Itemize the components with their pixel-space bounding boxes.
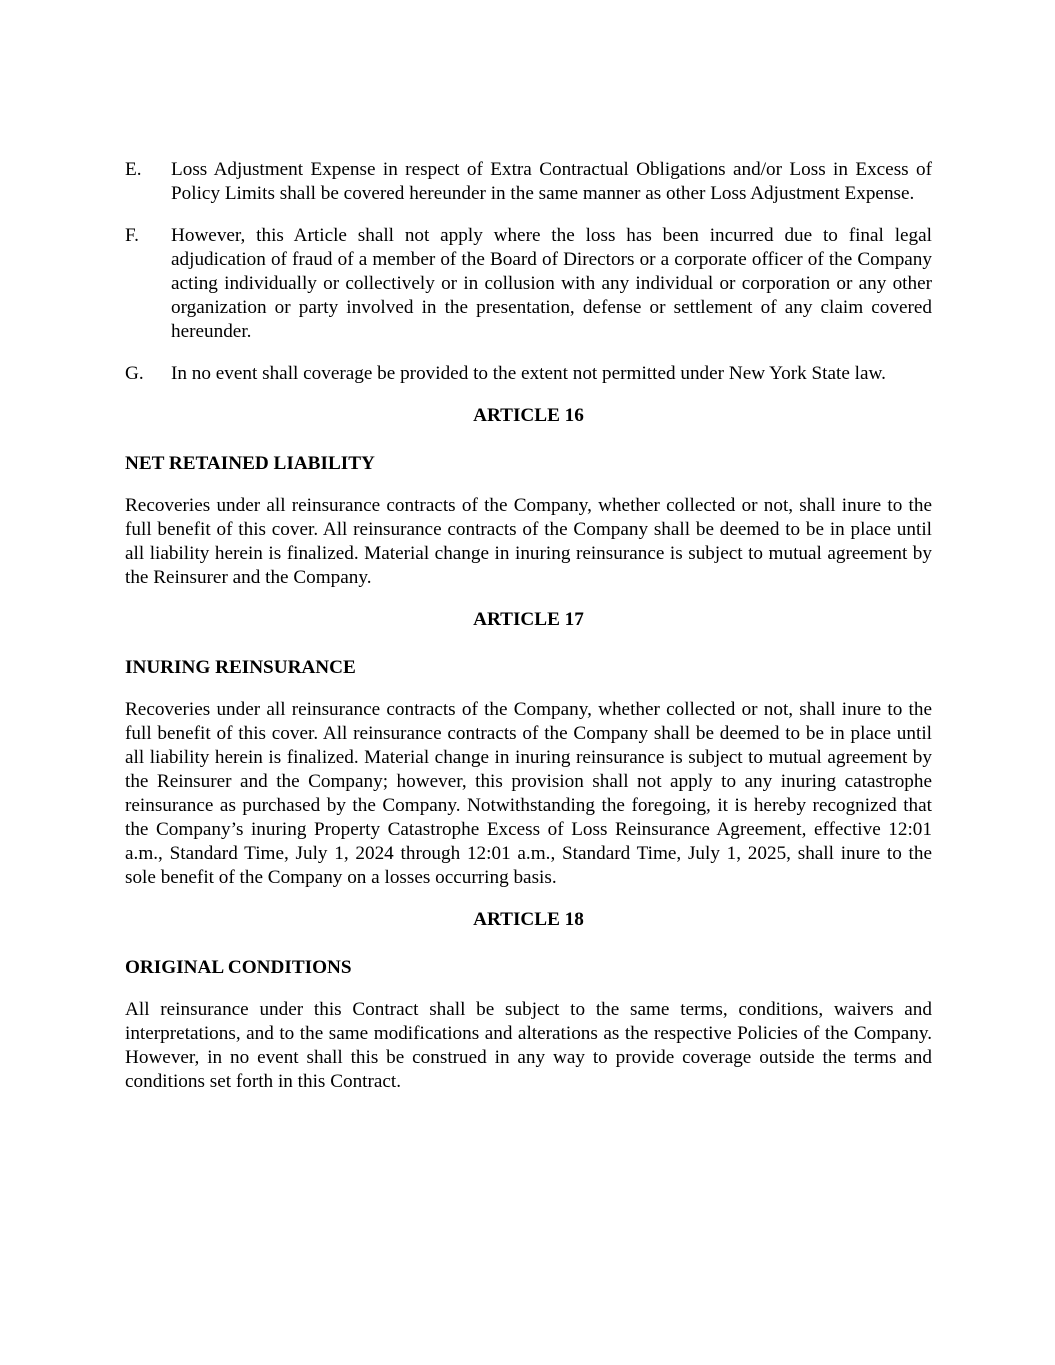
- article-17-body: Recoveries under all reinsurance contracts of the Company, whether collected or not, shall inure to the full benefit of this cover. All reinsurance contracts of the Company shall be deemed to be in place until all liability herein is finalized. Material change in inuring reinsurance is subject to mutual agreement by the Reinsurer and the Company; however, this provision shall not apply to any inuring catastrophe reinsurance as purchased by the Company. Notwithstanding the foregoing, it is hereby recognized that the Company’s inuring Property Catastrophe Excess of Loss Reinsurance Agreement, effective 12:01 a.m., Standard Time, July 1, 2024 through 12:01 a.m., Standard Time, July 1, 2025, shall inure to the sole benefit of the Company on a losses occurring basis.: [125, 699, 932, 888]
- list-item-text: However, this Article shall not apply where the loss has been incurred due to final legal adjudication of fraud of a member of the Board of Directors or a corporate officer of the Company acting individually or collectively or in collusion with any individual or corporation or any other organization or party involved in the presentation, defense or settlement of any claim covered hereunder.: [171, 225, 932, 342]
- article-16-number: ARTICLE 16: [473, 405, 584, 426]
- article-18-body: All reinsurance under this Contract shall be subject to the same terms, conditions, waivers and interpretations, and to the same modifications and alterations as the respective Policies of the Company. However, in no event shall this be construed in any way to provide coverage outside the terms and conditions set forth in this Contract.: [125, 999, 932, 1092]
- list-item-g: [125, 362, 932, 386]
- article-16-body: Recoveries under all reinsurance contracts of the Company, whether collected or not, shall inure to the full benefit of this cover. All reinsurance contracts of the Company shall be deemed to be in place until all liability herein is finalized. Material change in inuring reinsurance is subject to mutual agreement by the Reinsurer and the Company.: [125, 495, 932, 588]
- document-page: [125, 158, 932, 1112]
- list-item-letter: G.: [125, 363, 144, 384]
- article-17-heading: INURING REINSURANCE: [125, 657, 356, 678]
- list-item-text: In no event shall coverage be provided to the extent not permitted under New York State law.: [171, 363, 886, 384]
- article-18-number: ARTICLE 18: [473, 909, 584, 930]
- list-item-letter: F.: [125, 225, 139, 246]
- list-item-e: [125, 158, 932, 206]
- list-item-text: Loss Adjustment Expense in respect of Extra Contractual Obligations and/or Loss in Excess of Policy Limits shall be covered hereunder in the same manner as other Loss Adjustment Expense.: [171, 159, 932, 204]
- list-item-letter: E.: [125, 159, 142, 180]
- article-18-heading: ORIGINAL CONDITIONS: [125, 957, 352, 978]
- article-16-heading: NET RETAINED LIABILITY: [125, 453, 375, 474]
- article-17-number: ARTICLE 17: [473, 609, 584, 630]
- list-item-f: [125, 224, 932, 344]
